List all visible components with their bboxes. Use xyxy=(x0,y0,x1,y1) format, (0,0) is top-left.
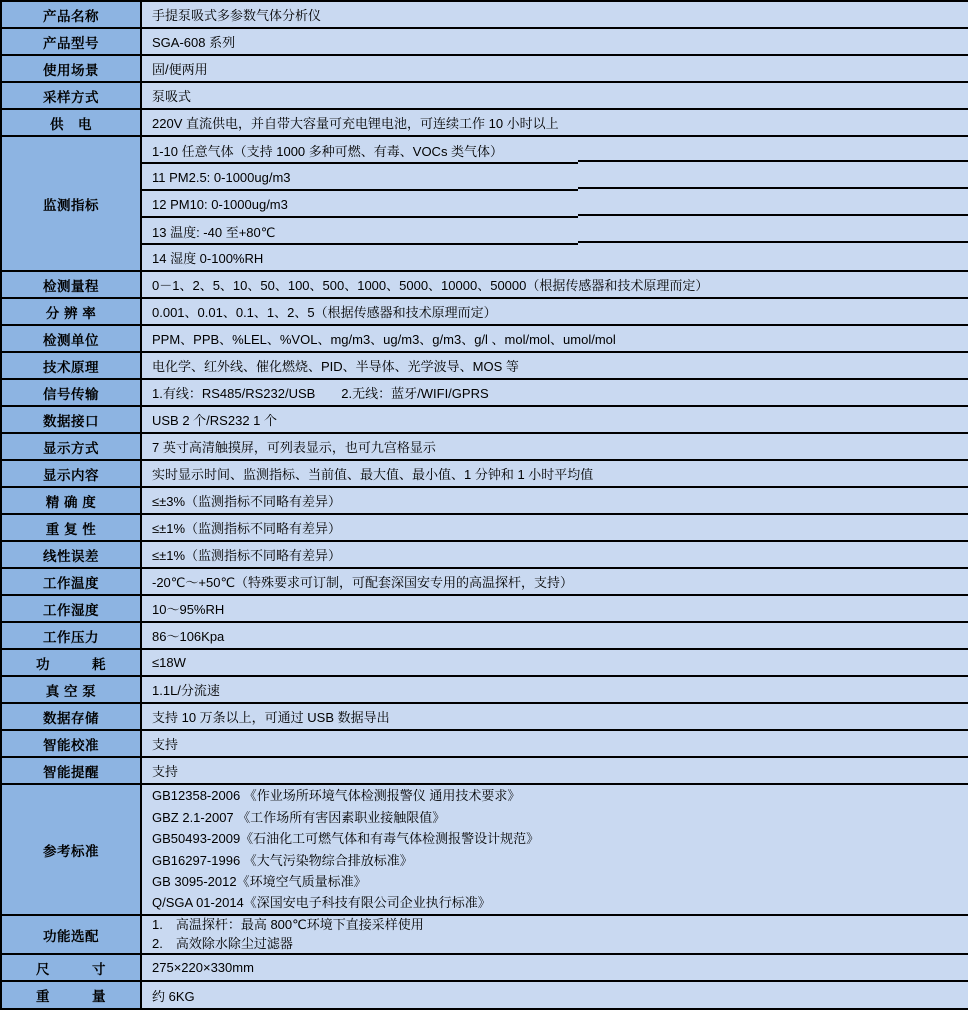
spec-value: 7 英寸高清触摸屏，可列表显示，也可九宫格显示 xyxy=(142,434,968,459)
spec-value: 220V 直流供电，并自带大容量可充电锂电池，可连续工作 10 小时以上 xyxy=(142,110,968,135)
spec-row-power-consumption xyxy=(2,650,968,677)
spec-label: 信号传输 xyxy=(2,380,142,405)
spec-row-dimensions xyxy=(2,955,968,982)
spec-value: 支持 xyxy=(142,731,968,756)
spec-value: -20℃～+50℃（特殊要求可订制，可配套深国安专用的高温探杆，支持） xyxy=(142,569,968,594)
spec-label: 数据接口 xyxy=(2,407,142,432)
spec-row-working-temperature xyxy=(2,569,968,596)
reference-standard-list xyxy=(142,785,968,914)
spec-value: 支持 10 万条以上，可通过 USB 数据导出 xyxy=(142,704,968,729)
spec-row-sampling-method xyxy=(2,83,968,110)
spec-label: 智能提醒 xyxy=(2,758,142,783)
spec-row-smart-calibration xyxy=(2,731,968,758)
spec-value: ≤±3%（监测指标不同略有差异） xyxy=(142,488,968,513)
standard-line: GB16297-1996 《大气污染物综合排放标准》 xyxy=(152,852,413,868)
spec-value: SGA-608 系列 xyxy=(142,29,968,54)
spec-row-optional-features xyxy=(2,916,968,955)
spec-label: 尺 寸 xyxy=(2,955,142,980)
spec-value: 支持 xyxy=(142,758,968,783)
spec-label: 工作温度 xyxy=(2,569,142,594)
standard-line: GB 3095-2012《环境空气质量标准》 xyxy=(152,873,367,889)
spec-row-accuracy xyxy=(2,488,968,515)
spec-row-technology xyxy=(2,353,968,380)
spec-value: 86～106Kpa xyxy=(142,623,968,648)
spec-label: 功能选配 xyxy=(2,916,142,953)
spec-value: 0－1、2、5、10、50、100、500、1000、5000、10000、50000（根据传感器和技术原理而定） xyxy=(142,272,968,297)
spec-label: 供 电 xyxy=(2,110,142,135)
standard-line: GB50493-2009《石油化工可燃气体和有毒气体检测报警设计规范》 xyxy=(152,831,540,847)
spec-label: 显示方式 xyxy=(2,434,142,459)
spec-label: 重 量 xyxy=(2,982,142,1008)
spec-value: 10～95%RH xyxy=(142,596,968,621)
spec-label: 使用场景 xyxy=(2,56,142,81)
spec-label: 参考标准 xyxy=(2,785,142,914)
spec-row-detection-unit xyxy=(2,326,968,353)
spec-row-display-mode xyxy=(2,434,968,461)
spec-label: 功 耗 xyxy=(2,650,142,675)
spec-row-reference-standards xyxy=(2,785,968,916)
spec-row-display-content xyxy=(2,461,968,488)
spec-value: 手提泵吸式多参数气体分析仪 xyxy=(142,2,968,27)
spec-label: 精 确 度 xyxy=(2,488,142,513)
spec-row-resolution xyxy=(2,299,968,326)
spec-label: 监测指标 xyxy=(2,137,142,270)
spec-row-smart-reminder xyxy=(2,758,968,785)
spec-row-product-name xyxy=(2,2,968,29)
spec-value: 约 6KG xyxy=(142,982,968,1008)
spec-value: USB 2 个/RS232 1 个 xyxy=(142,407,968,432)
spec-label: 工作湿度 xyxy=(2,596,142,621)
spec-label: 真 空 泵 xyxy=(2,677,142,702)
spec-row-power-supply xyxy=(2,110,968,137)
spec-label: 智能校准 xyxy=(2,731,142,756)
standard-line: GBZ 2.1-2007 《工作场所有害因素职业接触限值》 xyxy=(152,809,446,825)
spec-value: 电化学、红外线、催化燃烧、PID、半导体、光学波导、MOS 等 xyxy=(142,353,968,378)
monitor-subrow: 11 PM2.5: 0-1000ug/m3 xyxy=(142,164,968,191)
monitor-subrow: 1-10 任意气体（支持 1000 多种可燃、有毒、VOCs 类气体） xyxy=(142,137,968,164)
spec-row-usage-scene xyxy=(2,56,968,83)
spec-value: ≤±1%（监测指标不同略有差异） xyxy=(142,515,968,540)
standard-line: GB12358-2006 《作业场所环境气体检测报警仪 通用技术要求》 xyxy=(152,788,521,804)
monitor-indicator-list xyxy=(142,137,968,270)
spec-value: 实时显示时间、监测指标、当前值、最大值、最小值、1 分钟和 1 小时平均值 xyxy=(142,461,968,486)
spec-row-detection-range xyxy=(2,272,968,299)
spec-row-data-interface xyxy=(2,407,968,434)
spec-row-weight xyxy=(2,982,968,1010)
spec-value: 0.001、0.01、0.1、1、2、5（根据传感器和技术原理而定） xyxy=(142,299,968,324)
spec-label: 数据存储 xyxy=(2,704,142,729)
spec-label: 产品名称 xyxy=(2,2,142,27)
spec-value: 固/便两用 xyxy=(142,56,968,81)
spec-label: 显示内容 xyxy=(2,461,142,486)
spec-row-working-humidity xyxy=(2,596,968,623)
spec-value: ≤±1%（监测指标不同略有差异） xyxy=(142,542,968,567)
spec-label: 分 辨 率 xyxy=(2,299,142,324)
spec-row-repeatability xyxy=(2,515,968,542)
spec-label: 工作压力 xyxy=(2,623,142,648)
spec-row-linearity-error xyxy=(2,542,968,569)
spec-row-model xyxy=(2,29,968,56)
spec-label: 检测量程 xyxy=(2,272,142,297)
spec-label: 重 复 性 xyxy=(2,515,142,540)
spec-label: 产品型号 xyxy=(2,29,142,54)
monitor-subrow: 13 温度: -40 至+80℃ xyxy=(142,218,968,245)
spec-row-monitor-indicators xyxy=(2,137,968,272)
standard-line: Q/SGA 01-2014《深国安电子科技有限公司企业执行标准》 xyxy=(152,895,491,911)
spec-value: 1.有线：RS485/RS232/USB 2.无线：蓝牙/WIFI/GPRS xyxy=(142,380,968,405)
spec-row-working-pressure xyxy=(2,623,968,650)
spec-value: 275×220×330mm xyxy=(142,955,968,980)
monitor-subrow: 14 湿度 0-100%RH xyxy=(152,251,264,266)
spec-value: 泵吸式 xyxy=(142,83,968,108)
spec-label: 检测单位 xyxy=(2,326,142,351)
spec-label: 采样方式 xyxy=(2,83,142,108)
spec-row-signal-transmission xyxy=(2,380,968,407)
spec-row-vacuum-pump xyxy=(2,677,968,704)
spec-label: 线性误差 xyxy=(2,542,142,567)
feature-line: 2. 高效除水除尘过滤器 xyxy=(152,935,293,951)
spec-label: 技术原理 xyxy=(2,353,142,378)
spec-row-data-storage xyxy=(2,704,968,731)
feature-line: 1. 高温探杆：最高 800℃环境下直接采样使用 xyxy=(152,917,424,933)
spec-value: PPM、PPB、%LEL、%VOL、mg/m3、ug/m3、g/m3、g/l 、mol/mol、umol/mol xyxy=(142,326,968,351)
spec-value: 1.1L/分流速 xyxy=(142,677,968,702)
optional-feature-list xyxy=(142,916,968,953)
monitor-subrow: 12 PM10: 0-1000ug/m3 xyxy=(142,191,968,218)
spec-value: ≤18W xyxy=(142,650,968,675)
